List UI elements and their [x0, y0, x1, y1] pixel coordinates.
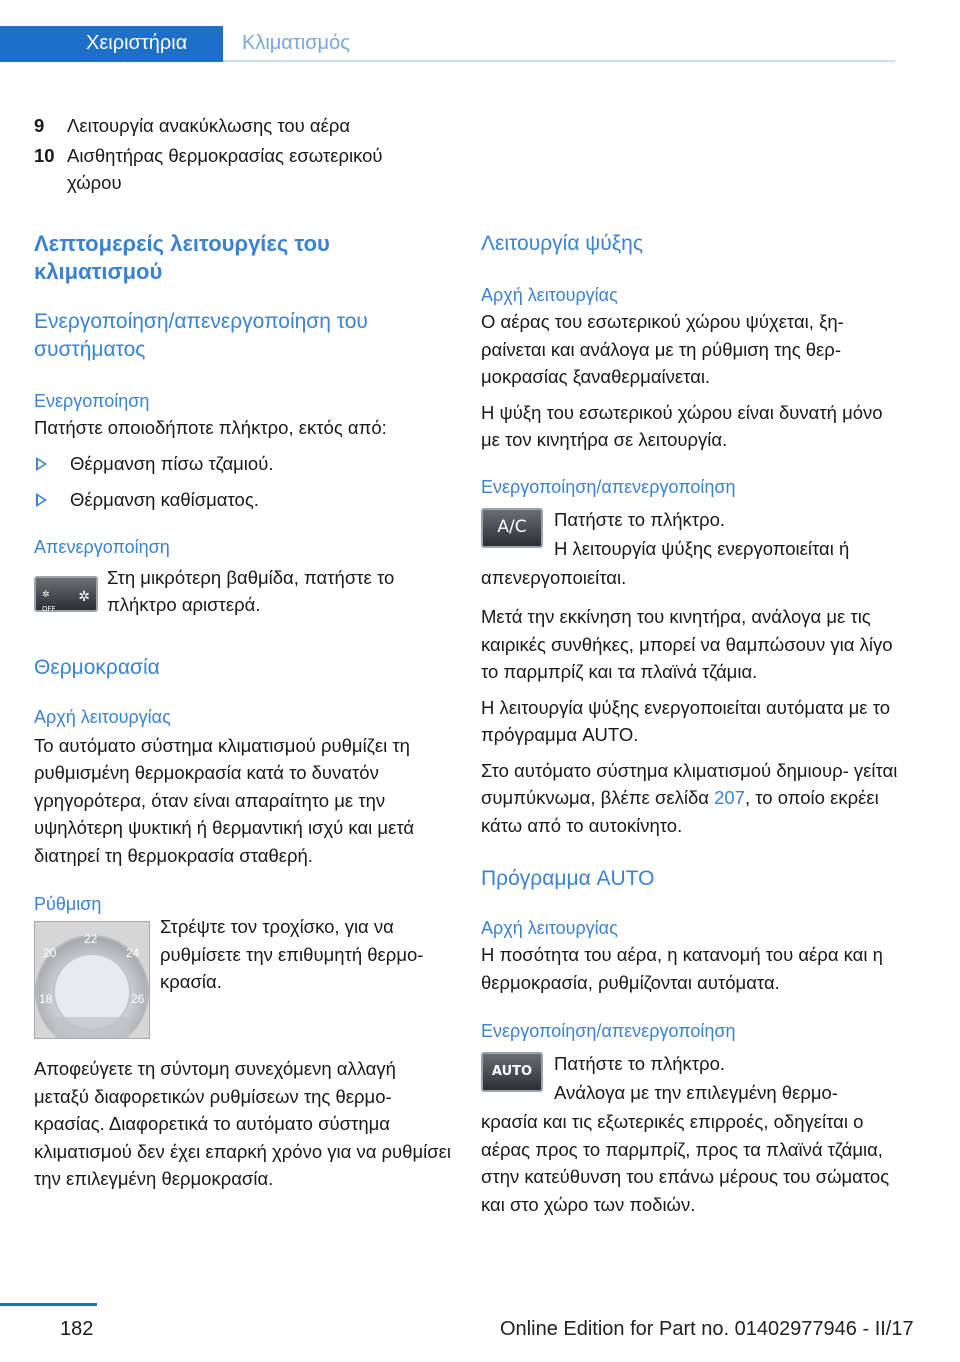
fan-large-icon: ✲: [78, 588, 90, 605]
legend-text: Αισθητήρας θερμοκρασίας εσωτερικού: [67, 145, 383, 166]
legend-text-cont: χώρου: [67, 172, 122, 193]
section-title-details: [34, 230, 452, 286]
legend-item: [34, 140, 454, 196]
triangle-bullet-icon: [36, 493, 47, 507]
ac-row: [481, 508, 899, 566]
knob-tick: 20: [43, 946, 57, 960]
ac-press-text: Πατήστε το πλήκτρο.: [554, 508, 726, 530]
footer-rule: [0, 1303, 97, 1306]
setting-text: [160, 913, 423, 996]
cooling-paragraph-2: Η ψύξη του εσωτερικού χώρου είναι δυνατή μόνο με τον κινητήρα σε λειτουργία.: [481, 401, 883, 450]
bullet-item: [34, 450, 452, 478]
legend-item: [34, 112, 454, 140]
fan-off-button-image: [34, 576, 98, 612]
deactivate-line: πλήκτρο αριστερά.: [107, 594, 261, 615]
ac-paragraph-2: Μετά την εκκίνηση του κινητήρα, ανάλογα με τις καιρικές συνθήκες, μπορεί να θαμπώσουν για λίγο το παρμπρίζ και τα πλαϊνά τζάμια.: [481, 606, 893, 682]
auto-paragraph-2: κρασία και τις εξωτερικές επιρροές, οδηγείται ο αέρας προς το παρμπρίζ, προς τα πλαϊνά τζάμια, στην κατεύθυνση του επάνω μέρους του σώματος και στο χώρο των ποδιών.: [481, 1111, 890, 1215]
deactivate-text: [107, 564, 394, 619]
section-title-auto: Πρόγραμμα AUTO: [481, 867, 655, 890]
legend-number: 10: [34, 145, 55, 166]
fan-off-label: OFF: [42, 604, 56, 613]
page-link[interactable]: 207: [714, 787, 745, 808]
deactivate-line: Στη μικρότερη βαθμίδα, πατήστε το: [107, 566, 395, 588]
temperature-paragraph: Το αυτόματο σύστημα κλιματισμού ρυθμίζει τη ρυθμισμένη θερμοκρασία κατά το δυνατόν γρηγορότερα, όταν είναι απαραίτητο με την υψηλότερη ψυκτική ή θερμαντική ισχύ και μετά διατηρεί τη θερμοκρασία σταθερή.: [34, 734, 415, 866]
header-rule: [223, 60, 895, 62]
heading-principle-2: Αρχή λειτουργίας: [481, 918, 618, 938]
auto-button-label: AUTO: [491, 1064, 533, 1080]
section-title-cooling: Λειτουργία ψύξης: [481, 232, 643, 255]
ac-line-1: Η λειτουργία ψύξης ενεργοποιείται ή: [554, 537, 850, 559]
left-column: [34, 230, 452, 1193]
section-title-temperature: Θερμοκρασία: [34, 655, 160, 679]
triangle-bullet-icon: [36, 457, 47, 471]
auto-paragraph-1: Η ποσότητα του αέρα, η κατανομή του αέρα και η θερμοκρασία, ρυθμίζονται αυτόματα.: [481, 944, 883, 993]
heading-onoff: Ενεργοποίηση/απενεργοποίηση: [481, 476, 736, 497]
ac-paragraph-3: Η λειτουργία ψύξης ενεργοποιείται αυτόματα με το πρόγραμμα AUTO.: [481, 696, 891, 745]
page-header: [0, 26, 895, 62]
legend-number: 9: [34, 115, 45, 136]
subsection-title-onoff: [34, 308, 452, 364]
setting-line: Στρέψτε τον τροχίσκο, για να: [160, 916, 394, 937]
subsection-title-line: Ενεργοποίηση/απενεργοποίηση του: [34, 310, 368, 333]
header-tab-controls: [0, 26, 223, 62]
fan-small-icon: ✲: [42, 589, 50, 600]
ac-paragraph-4-text-end: , το οποίο εκρέει κάτω από το αυτοκίνητο.: [481, 787, 879, 836]
setting-line: κρασία.: [160, 971, 222, 992]
legend-text: Λειτουργία ανακύκλωσης του αέρα: [67, 115, 351, 136]
knob-tick: 22: [84, 932, 98, 946]
bullet-item: [34, 486, 452, 514]
header-tab-controls-label: Χειριστήρια: [86, 32, 188, 54]
header-tab-climate: Κλιματισμός: [242, 32, 350, 54]
knob-tick: 24: [126, 946, 140, 960]
auto-press-text: Πατήστε το πλήκτρο.: [554, 1053, 726, 1074]
heading-principle: Αρχή λειτουργίας: [34, 706, 171, 727]
ac-line-2: απενεργοποιείται.: [481, 566, 627, 588]
auto-line-1: Ανάλογα με την επιλεγμένη θερμο-: [554, 1082, 838, 1103]
bullet-text: Θέρμανση πίσω τζαμιού.: [70, 452, 274, 474]
ac-paragraph-4: [481, 757, 899, 840]
ac-paragraph-4-text: Στο αυτόματο σύστημα κλιματισμού δημιουρ- γείται συμπύκνωμα, βλέπε σελίδα: [481, 759, 898, 808]
heading-activate: Ενεργοποίηση: [34, 391, 150, 411]
setting-line: ρυθμίσετε την επιθυμητή θερμο-: [160, 943, 424, 965]
subsection-title-line: συστήματος: [34, 338, 146, 361]
temperature-knob-image: [34, 921, 150, 1039]
press-any-text: Πατήστε οποιοδήποτε πλήκτρο, εκτός από:: [34, 417, 387, 438]
edition-text: Online Edition for Part no. 01402977946 - II/17: [500, 1318, 914, 1340]
setting-row: [34, 916, 452, 1053]
heading-onoff-2: Ενεργοποίηση/απενεργοποίηση: [481, 1021, 736, 1041]
deactivate-row: [34, 564, 452, 622]
ac-button-image: [481, 508, 543, 548]
bullet-text: Θέρμανση καθίσματος.: [70, 489, 259, 510]
section-title-line: Λεπτομερείς λειτουργίες του: [34, 231, 330, 256]
knob-tick: 18: [39, 992, 53, 1006]
page-number: 182: [60, 1318, 94, 1340]
heading-principle: Αρχή λειτουργίας: [481, 285, 618, 305]
cooling-paragraph-1: Ο αέρας του εσωτερικού χώρου ψύχεται, ξη- ραίνεται και ανάλογα με τη ρύθμιση της θερ- μοκρασίας ξαναθερμαίνεται.: [481, 311, 844, 387]
right-column: [481, 230, 899, 1218]
knob-tick: 26: [131, 992, 145, 1006]
heading-setting: Ρύθμιση: [34, 894, 102, 914]
auto-button-image: [481, 1052, 543, 1092]
auto-row: [481, 1052, 899, 1110]
legend-list: [34, 112, 454, 196]
ac-button-label: A/C: [497, 516, 527, 537]
heading-deactivate: Απενεργοποίηση: [34, 536, 170, 557]
avoid-paragraph: Αποφεύγετε τη σύντομη συνεχόμενη αλλαγή μεταξύ διαφορετικών ρυθμίσεων της θερμο- κρασίας. Διαφορετικά το αυτόματο σύστημα κλιματισμού δεν έχει επαρκή χρόνο για να ρυθμίσει την επιλεγμένη θερμοκρασία.: [34, 1058, 451, 1189]
section-title-line: κλιματισμού: [34, 259, 163, 284]
